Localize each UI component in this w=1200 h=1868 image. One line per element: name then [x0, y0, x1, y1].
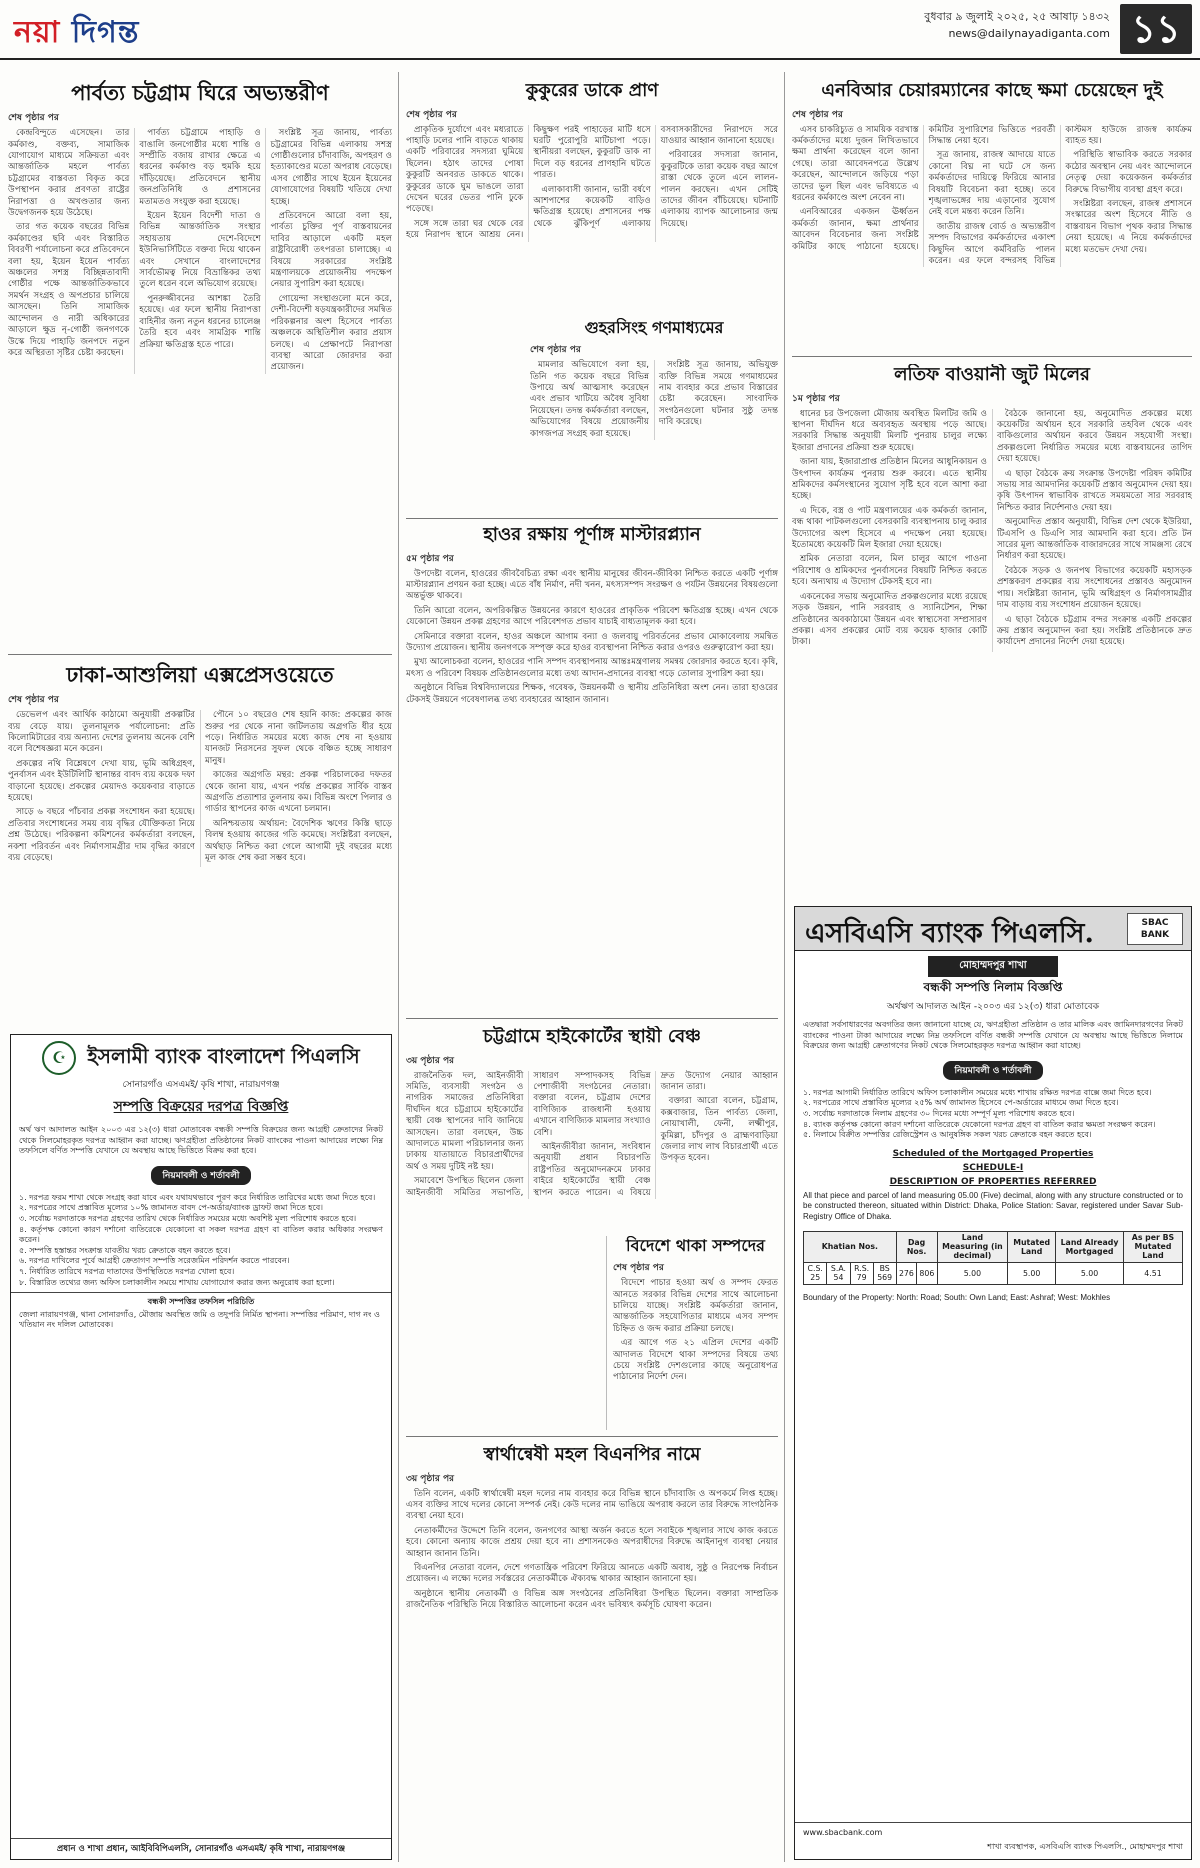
- column-divider: [784, 72, 785, 1862]
- schedule-heading-2: DESCRIPTION OF PROPERTIES REFERRED: [889, 1176, 1097, 1187]
- story-body: [792, 409, 1192, 652]
- paragraph: অনুমোদিত প্রস্তাব অনুযায়ী, বিভিন্ন দেশ থেকে ইউরিয়া, টিএসপি ও ডিএপি সার আমদানি করা হবে। প্রতি টন সারের মূল্য আন্তর্জাতিক বাজারদরের সাথে সামঞ্জস্য রেখে নির্ধারণ করা হয়েছে।: [997, 517, 1192, 562]
- story-abroad: [606, 1236, 778, 1430]
- rule-item: ৩. সর্বোচ্চ দরদাতাকে দরপত্র গ্রহণের তারিখ থেকে নির্ধারিত সময়ের মধ্যে অবশিষ্ট মূল্য পরিশোধ করতে হবে।: [19, 1213, 357, 1223]
- rule-item: ৬. দরপত্র দাখিলের পূর্বে আগ্রহী ক্রেতাগণ সম্পত্তি সরেজমিন পরিদর্শন করতে পারবেন।: [19, 1256, 290, 1266]
- branch-name: সোনারগাঁও এসএমই/ কৃষি শাখা, নারায়ণগঞ্জ: [122, 1080, 280, 1090]
- table-cell: 5.00: [1008, 1262, 1056, 1284]
- paragraph: তার গত কয়েক বছরের বিভিন্ন কর্মকাণ্ডের ছবি এবং বিস্তারিত বিবরণী পর্যালোচনা করে প্রতিবেদনে বলা হয়, ইয়েন ইয়েন পার্বত্য অঞ্চলের সশস্ত্র বিচ্ছিন্নতাবাদী গোষ্ঠীর পক্ষে আন্তর্জাতিকভাবে সমর্থন সংগ্রহ ও অপপ্রচার চালিয়ে আসছেন। তিনি সামাজিক আন্দোলন ও নারী অধিকারের আড়ালে ক্ষুদ্র নৃ-গোষ্ঠী জনগণকে উস্কে দিয়ে পাহাড়ি জনপদে নতুন করে অস্থিরতা সৃষ্টির চেষ্টা করছেন।: [8, 222, 130, 358]
- divider: [406, 1436, 778, 1437]
- rule-item: ৪. ব্যাংক কর্তৃপক্ষ কোনো কারণ দর্শানো ব্যতিরেকে যেকোনো দরপত্র গ্রহণ বা বাতিল করার ক্ষমতা সংরক্ষণ করেন।: [803, 1119, 1156, 1129]
- branch-name: মোহাম্মদপুর শাখা: [928, 956, 1058, 977]
- paragraph: সূত্র জানায়, রাজস্ব আদায়ে যাতে কোনো বিঘ্ন না ঘটে সে জন্য কর্মকর্তাদের দায়িত্বে ফিরিয়ে আনার বিষয়টি বিবেচনা করা হচ্ছে। তবে শৃঙ্খলাভঙ্গের দায় এড়ানোর সুযোগ নেই বলে মন্তব্য করেন তিনি।: [928, 150, 1056, 218]
- paragraph: প্রাকৃতিক দুর্যোগে এবং মধ্যরাতে পাহাড়ি ঢলের পানি বাড়তে থাকায় একটি পরিবারের সদস্যরা ঘুমিয়ে ছিলেন। হঠাৎ তাদের পোষা কুকুরটি অনবরত ডাকতে থাকে। কুকুরের ডাকে ঘুম ভাঙলে তারা দেখেন ঘরের ভেতর পানি ঢুকে পড়েছে।: [406, 124, 524, 215]
- ad-signature: শাখা ব্যবস্থাপক, এসবিএসি ব্যাংক পিএলসি., মোহাম্মদপুর শাখা: [987, 1842, 1183, 1851]
- story-dog: [406, 80, 778, 312]
- rule-item: ১. দরপত্র আগামী নির্ধারিত তারিখে অফিস চলাকালীন সময়ের মধ্যে শাখায় রক্ষিত দরপত্র বাক্সে জমা দিতে হবে।: [803, 1087, 1152, 1097]
- schedule-description: All that piece and parcel of land measuring 05.00 (Five) decimal, along with any structure constructed or to be constructed thereon, situated within District: Dhaka, Police Station: Savar, registered under Savar Sub-Registry Office of Dhaka.: [803, 1190, 1183, 1221]
- paragraph: সংশ্লিষ্ট সূত্র জানায়, অভিযুক্ত ব্যক্তি বিভিন্ন সময়ে গণমাধ্যমের নাম ব্যবহার করে প্রভাব বিস্তারের চেষ্টা করেছেন। সাংবাদিক সংগঠনগুলো ঘটনার সুষ্ঠু তদন্ত দাবি করেছে।: [659, 360, 778, 428]
- headline[interactable]: চট্টগ্রামে হাইকোর্টের স্থায়ী বেঞ্চ: [483, 1026, 701, 1047]
- ad-intro: এতদ্বারা সর্বসাধারণের অবগতির জন্য জানানো যাচ্ছে যে, ঋণগ্রহীতা প্রতিষ্ঠান ও তার মালিক এবং জামিনদারগণের নিকট ব্যাংকের পাওনা টাকা আদায়ের লক্ষ্যে নিম্ন তফসিলে বর্ণিত বন্ধকী সম্পত্তি যেখানে যে অবস্থায় আছে ভিত্তিতে নিলামে বিক্রয়ের জন্য আগ্রহী ক্রেতাগণের নিকট থেকে সিলমোহরকৃত দরপত্র আহ্বান করা যাচ্ছে।: [803, 1020, 1183, 1051]
- logo-part1: নয়া: [14, 15, 61, 50]
- sbac-logo-icon: SBAC BANK: [1127, 913, 1183, 945]
- website-link[interactable]: www.sbacbank.com: [803, 1828, 883, 1837]
- paragraph: এনবিআরের একজন ঊর্ধ্বতন কর্মকর্তা জানান, ক্ষমা প্রার্থনার আবেদন বিবেচনার জন্য সংশ্লিষ্ট কমিটির কাছে পাঠানো হয়েছে। কমিটির সুপারিশের ভিত্তিতে পরবর্তী সিদ্ধান্ত নেয়া হবে।: [792, 124, 1056, 252]
- rule-item: ২. দরপত্রের সাথে প্রস্তাবিত মূল্যের ১০% জামানত বাবদ পে-অর্ডার/ব্যাংক ড্রাফট জমা দিতে হবে।: [19, 1203, 324, 1213]
- ad-footer: [795, 1822, 1191, 1859]
- table-cell: 4.51: [1123, 1262, 1182, 1284]
- headline[interactable]: বিদেশে থাকা সম্পদের: [626, 1236, 765, 1255]
- ad-sbac-bank[interactable]: [794, 906, 1192, 1860]
- kicker: শেষ পৃষ্ঠার পর: [8, 113, 59, 124]
- table-cell: 806: [917, 1262, 937, 1284]
- ad-islami-bank[interactable]: [10, 1034, 392, 1860]
- table-header: Land Already Mortgaged: [1056, 1231, 1124, 1262]
- paragraph: অনুষ্ঠানে বিভিন্ন বিশ্ববিদ্যালয়ের শিক্ষক, গবেষক, উন্নয়নকর্মী ও স্থানীয় প্রতিনিধিরা অংশ নেন। তারা হাওরের টেকসই উন্নয়নে গবেষণালব্ধ তথ্য ব্যবহারের আহ্বান জানান।: [406, 683, 778, 705]
- paragraph: এ দিকে, বস্ত্র ও পাট মন্ত্রণালয়ের এক কর্মকর্তা জানান, বন্ধ থাকা পাটকলগুলো বেসরকারি ব্যবস্থাপনায় চালু করার উদ্যোগের অংশ হিসেবে এ পদক্ষেপ নেয়া হয়েছে। ইতোমধ্যে কয়েকটি মিল ইজারা দেয়া হয়েছে।: [792, 505, 987, 551]
- paragraph: পৌনে ১০ বছরেও শেষ হয়নি কাজ: প্রকল্পের কাজ শুরুর পর থেকে নানা জটিলতায় অগ্রগতি ধীর হয়ে পড়ে। নির্ধারিত সময়ের মধ্যে কাজ শেষ না হওয়ায় যানজট নিরসনের সুফল থেকে বঞ্চিত হচ্ছে সাধারণ মানুষ।: [205, 710, 392, 766]
- story-body: [8, 710, 392, 867]
- paragraph: কাজের অগ্রগতি মন্থর: প্রকল্প পরিচালকের দফতর থেকে জানা যায়, এখন পর্যন্ত প্রকল্পের সার্বিক বাস্তব অগ্রগতি প্রত্যাশার তুলনায় কম। বিভিন্ন অংশে পিলার ও গার্ডার স্থাপনের কাজ এখনো চলমান।: [205, 770, 392, 815]
- rule-item: ৫. সম্পত্তি হস্তান্তর সংক্রান্ত যাবতীয় খরচ ক্রেতাকে বহন করতে হবে।: [19, 1245, 231, 1255]
- paragraph: তিনি আরো বলেন, অপরিকল্পিত উন্নয়নের কারণে হাওরের প্রাকৃতিক পরিবেশ ক্ষতিগ্রস্ত হচ্ছে। এখন থেকে যেকোনো উন্নয়ন প্রকল্প গ্রহণের আগে পরিবেশগত প্রভাব যাচাই বাধ্যতামূলক করা হবে।: [406, 605, 778, 628]
- paragraph: সঙ্গে সঙ্গে তারা ঘর থেকে বের হয়ে নিরাপদ স্থানে আশ্রয় নেন। কিছুক্ষণ পরই পাহাড়ের মাটি ধসে ঘরটি পুরোপুরি মাটিচাপা পড়ে। স্থানীয়রা বলছেন, কুকুরটি ডাক না দিলে বড় ধরনের প্রাণহানি ঘটতে পারত।: [406, 124, 651, 241]
- story-expressway: [8, 662, 392, 1024]
- headline[interactable]: গুহরসিংহ গণমাধ্যমের: [584, 318, 724, 337]
- kicker: ৫ম পৃষ্ঠার পর: [406, 553, 454, 564]
- story-latif: [792, 364, 1192, 894]
- rule-item: ২. দরপত্রের সাথে প্রস্তাবিত মূল্যের ২৫% অর্থ জামানত হিসেবে পে-অর্ডারের মাধ্যমে জমা দিতে হবে।: [803, 1098, 1119, 1108]
- paragraph: মুখ্য আলোচকরা বলেন, হাওরের পানি সম্পদ ব্যবস্থাপনায় আন্তঃমন্ত্রণালয় সমন্বয় জোরদার করতে হবে। কৃষি, মৎস্য ও পরিবেশ বিষয়ক প্রতিষ্ঠানগুলোর মধ্যে তথ্য আদান-প্রদানের ব্যবস্থা গড়ে তোলার সুপারিশ করা হয়।: [406, 657, 778, 679]
- ad-intro: অর্থ ঋণ আদালত আইন ২০০৩ এর ১২(৩) ধারা মোতাবেক বন্ধকী সম্পত্তি বিক্রয়ের জন্য আগ্রহী ক্রেতাদের নিকট থেকে সিলমোহরকৃত দরপত্র আহ্বান করা যাচ্ছে। ঋণগ্রহীতা প্রতিষ্ঠানের নিকট ব্যাংকের পাওনা আদায়ের লক্ষ্যে নিম্ন তফসিলে বর্ণিত সম্পত্তি যেখানে যে অবস্থায় আছে ভিত্তিতে বিক্রয় করা হবে।: [19, 1125, 383, 1156]
- property-boundary: Boundary of the Property: North: Road; South: Own Land; East: Ashraf; West: Mokhles: [803, 1292, 1111, 1302]
- table-header: Khatian Nos.: [804, 1231, 897, 1262]
- paragraph: বিদেশে পাচার হওয়া অর্থ ও সম্পদ ফেরত আনতে সরকার বিভিন্ন দেশের সাথে আলোচনা চালিয়ে যাচ্ছে। সংশ্লিষ্ট কর্মকর্তারা জানান, আন্তর্জাতিক সহযোগিতার মাধ্যমে এসব সম্পদ চিহ্নিত ও জব্দ করার প্রক্রিয়া চলছে।: [613, 1278, 778, 1334]
- story-body: [8, 128, 392, 374]
- table-cell: BS 569: [873, 1262, 896, 1284]
- paragraph: এ ছাড়া বৈঠকে চট্টগ্রাম বন্দর সংক্রান্ত একটি প্রকল্পের ক্রয় প্রস্তাব অনুমোদন করা হয়। সংশ্লিষ্ট প্রতিষ্ঠানকে দ্রুত কার্যাদেশ প্রদানের নির্দেশ দেয়া হয়েছে।: [997, 614, 1192, 648]
- paragraph: বৈঠকে সড়ক ও জনপথ বিভাগের কয়েকটি মহাসড়ক প্রশস্তকরণ প্রকল্পের ব্যয় সংশোধনের প্রস্তাবও অনুমোদন পায়। সংশ্লিষ্টরা জানান, ভূমি অধিগ্রহণ ও নির্মাণসামগ্রীর দাম বাড়ায় ব্যয় সংশোধন প্রয়োজন হয়েছে।: [997, 565, 1192, 611]
- paragraph: পুনরুজ্জীবনের আশঙ্কা তৈরি হয়েছে। এর ফলে স্থানীয় নিরাপত্তা বাহিনীর জন্য নতুন ধরনের চ্যালেঞ্জ তৈরি হবে এবং সামগ্রিক শান্তি প্রক্রিয়া ক্ষতিগ্রস্ত হতে পারে।: [139, 293, 261, 350]
- paragraph: শ্রমিক নেতারা বলেন, মিল চালুর আগে পাওনা পরিশোধ ও শ্রমিকদের পুনর্বাসনের বিষয়টি নিশ্চিত করতে হবে। অন্যথায় এ উদ্যোগ টেকসই হবে না।: [792, 554, 987, 588]
- bank-name: ইসলামী ব্যাংক বাংলাদেশ পিএলসি: [87, 1043, 360, 1068]
- paragraph: মামলার অভিযোগে বলা হয়, তিনি গত কয়েক বছরে বিভিন্ন উপায়ে অর্থ আত্মসাৎ করেছেন এবং প্রভাব খাটিয়ে অবৈধ সুবিধা নিয়েছেন। তদন্ত কর্মকর্তারা বলছেন, অভিযোগের বিষয়ে প্রয়োজনীয় কাগজপত্র সংগ্রহ করা হয়েছে।: [530, 360, 649, 439]
- story-body: [406, 1489, 778, 1615]
- paragraph: পরিস্থিতি স্বাভাবিক করতে সরকার কঠোর অবস্থান নেয় এবং আন্দোলনে নেতৃত্ব দেয়া কয়েকজন কর্মকর্তার বিরুদ্ধে বিভাগীয় ব্যবস্থা গ্রহণ করে।: [1065, 150, 1192, 195]
- kicker: ৩য় পৃষ্ঠার পর: [406, 1055, 455, 1066]
- rule-item: ৩. সর্বোচ্চ দরদাতাকে নিলাম গ্রহণের ৩০ দিনের মধ্যে সম্পূর্ণ মূল্য পরিশোধ করতে হবে।: [803, 1108, 1075, 1118]
- paragraph: বক্তারা আরো বলেন, চট্টগ্রাম, কক্সবাজার, তিন পার্বত্য জেলা, নোয়াখালী, ফেনী, লক্ষ্মীপুর, কুমিল্লা, চাঁদপুর ও ব্রাহ্মণবাড়িয়া জেলার লাখ লাখ বিচারপ্রার্থী এতে উপকৃত হবেন।: [660, 1096, 778, 1164]
- table-header: Mutated Land: [1008, 1231, 1056, 1262]
- headline[interactable]: লতিফ বাওয়ানী জুট মিলের: [894, 364, 1090, 385]
- headline[interactable]: ঢাকা-আশুলিয়া এক্সপ্রেসওয়েতে: [66, 662, 334, 687]
- paragraph: প্রতিবেদনে আরো বলা হয়, পার্বত্য চুক্তির পূর্ণ বাস্তবায়নের দাবির আড়ালে একটি মহল রাষ্ট্রবিরোধী তৎপরতা চালাচ্ছে। এ বিষয়ে সরকারের সংশ্লিষ্ট মন্ত্রণালয়কে প্রয়োজনীয় পদক্ষেপ নেয়ার সুপারিশ করা হয়েছে।: [270, 211, 392, 290]
- rules-list: [795, 1084, 1191, 1145]
- table-cell: C.S. 25: [804, 1262, 827, 1284]
- table-cell: R.S. 79: [850, 1262, 873, 1284]
- page-number: ১১: [1120, 4, 1192, 54]
- rules-heading: নিয়মাবলী ও শর্তাবলী: [151, 1166, 251, 1185]
- rule-item: ৮. বিস্তারিত তথ্যের জন্য অফিস চলাকালীন সময়ে শাখায় যোগাযোগ করার জন্য অনুরোধ করা হলো।: [19, 1277, 335, 1287]
- ad-header: [795, 907, 1191, 951]
- story-guhar: [530, 318, 778, 512]
- masthead: [0, 0, 1200, 60]
- paragraph: জানা যায়, ইজারাপ্রাপ্ত প্রতিষ্ঠান মিলের আধুনিকায়ন ও উৎপাদন কার্যক্রম পুনরায় শুরু করবে। এতে স্থানীয় শ্রমিকদের কর্মসংস্থানের সুযোগ সৃষ্টি হবে বলে আশা করা হচ্ছে।: [792, 457, 987, 502]
- ad-title: বন্ধকী সম্পত্তি নিলাম বিজ্ঞপ্তি: [923, 980, 1063, 994]
- ad-title: সম্পত্তি বিক্রয়ের দরপত্র বিজ্ঞপ্তি: [113, 1099, 289, 1115]
- story-body: [530, 360, 778, 440]
- table-row: [804, 1262, 1183, 1284]
- schedule-table: [803, 1231, 1183, 1285]
- headline[interactable]: স্বার্থান্বেষী মহল বিএনপির নামে: [483, 1444, 701, 1465]
- paragraph: গোয়েন্দা সংস্থাগুলো মনে করে, দেশী-বিদেশী ষড়যন্ত্রকারীদের সমন্বিত পরিকল্পনার অংশ হিসেবে পার্বত্য অঞ্চলকে অস্থিতিশীল করার প্রয়াস চলছে। এ প্রেক্ষাপটে নিরাপত্তা ব্যবস্থা আরো জোরদার করা প্রয়োজন।: [270, 293, 392, 373]
- kicker: ৩য় পৃষ্ঠার পর: [406, 1473, 455, 1484]
- table-cell: 5.00: [937, 1262, 1008, 1284]
- paragraph: আইনজীবীরা জানান, সংবিধান অনুযায়ী প্রধান বিচারপতি রাষ্ট্রপতির অনুমোদনক্রমে ঢাকার বাইরে হাইকোর্টের স্থায়ী বেঞ্চ স্থাপন করতে পারেন। এ বিষয়ে দ্রুত উদ্যোগ নেয়ার আহ্বান জানান তারা।: [533, 1070, 778, 1198]
- paragraph: ধানের চর উপজেলা মৌজায় অবস্থিত মিলটির জমি ও স্থাপনা দীর্ঘদিন ধরে অব্যবহৃত অবস্থায় পড়ে আছে। সরকারি সিদ্ধান্ত অনুযায়ী মিলটি পুনরায় চালুর লক্ষ্যে ইজারা প্রদানের প্রক্রিয়া শুরু হয়েছে।: [792, 408, 987, 453]
- headline[interactable]: হাওর রক্ষায় পূর্ণাঙ্গ মাস্টারপ্ল্যান: [483, 524, 701, 545]
- table-cell: S.A. 54: [827, 1262, 850, 1284]
- schedule-title: বন্ধকী সম্পত্তির তফসিল পরিচিতি: [147, 1297, 255, 1307]
- paragraph: অনিশ্চয়তায় অর্থায়ন: বৈদেশিক ঋণের কিস্তি ছাড়ে বিলম্ব হওয়ায় কাজের গতি কমেছে। সংশ্লিষ্টরা বলছেন, অর্থছাড় নিশ্চিত করা গেলে আগামী দুই বছরের মধ্যে মূল কাজ শেষ করা সম্ভব হবে।: [205, 818, 392, 864]
- paragraph: উপদেষ্টা বলেন, হাওরের জীববৈচিত্র্য রক্ষা এবং স্থানীয় মানুষের জীবন-জীবিকা নিশ্চিত করতে একটি পূর্ণাঙ্গ মাস্টারপ্ল্যান প্রণয়ন করা হচ্ছে। এতে বাঁধ নির্মাণ, নদী খনন, মৎস্যসম্পদ সংরক্ষণ ও পর্যটন উন্নয়নের বিষয়গুলো অন্তর্ভুক্ত থাকবে।: [406, 568, 778, 602]
- story-body: [792, 125, 1192, 268]
- rule-item: ১. দরপত্র ফরম শাখা থেকে সংগ্রহ করা যাবে এবং যথাযথভাবে পূরণ করে নির্ধারিত তারিখের মধ্যে জমা দিতে হবে।: [19, 1192, 376, 1202]
- rules-heading: নিয়মাবলী ও শর্তাবলী: [943, 1061, 1043, 1080]
- paragraph: তিনি বলেন, একটি স্বার্থান্বেষী মহল দলের নাম ব্যবহার করে বিভিন্ন স্থানে চাঁদাবাজি ও অপকর্মে লিপ্ত হচ্ছে। এসব ব্যক্তির সাথে দলের কোনো সম্পর্ক নেই। কেউ দলের নাম ভাঙিয়ে অপরাধ করলে তার বিরুদ্ধে সাংগঠনিক ব্যবস্থা নেয়া হবে।: [406, 1488, 778, 1522]
- paragraph: ইয়েন ইয়েন বিদেশী দাতা ও বিভিন্ন আন্তর্জাতিক সংস্থার সহায়তায় দেশে-বিদেশে ইউনিভার্সিটিতে বক্তব্য দিয়ে থাকেন এবং সেখানে বাংলাদেশের সার্বভৌমত্ব নিয়ে বিভ্রান্তিকর তথ্য তুলে ধরেন বলে অভিযোগ রয়েছে।: [139, 211, 261, 290]
- story-haor: [406, 524, 778, 1012]
- paragraph: সেমিনারে বক্তারা বলেন, হাওর অঞ্চলে আগাম বন্যা ও জলবায়ু পরিবর্তনের প্রভাব মোকাবেলায় সমন্বিত উদ্যোগ প্রয়োজন। স্থানীয় জনগণকে সম্পৃক্ত করে হাওর ব্যবস্থাপনা নিশ্চিত করার ওপরও গুরুত্বারোপ করা হয়।: [406, 631, 778, 654]
- schedule-text: জেলা নারায়ণগঞ্জ, থানা সোনারগাঁও, মৌজায় অবস্থিত জমি ও তদুপরি নির্মিত স্থাপনা। সম্পত্তির পরিমাণ, দাগ নং ও খতিয়ান নং দলিল মোতাবেক।: [19, 1309, 380, 1330]
- paragraph: বিএনপির নেতারা বলেন, দেশে গণতান্ত্রিক পরিবেশ ফিরিয়ে আনতে একটি অবাধ, সুষ্ঠু ও নিরপেক্ষ নির্বাচন প্রয়োজন। এ লক্ষ্যে দলের সর্বস্তরের নেতাকর্মীকে ঐক্যবদ্ধ থাকার আহ্বান জানানো হয়।: [406, 1563, 778, 1585]
- story-body: [406, 569, 778, 709]
- story-body: [406, 1071, 778, 1199]
- schedule-block: [11, 1292, 391, 1335]
- headline[interactable]: কুকুরের ডাকে প্রাণ: [525, 80, 659, 101]
- kicker: শেষ পৃষ্ঠার পর: [406, 109, 457, 120]
- bank-name: এসবিএসি ব্যাংক পিএলসি.: [805, 918, 1094, 949]
- paragraph: এলাকাবাসী জানান, ভারী বর্ষণে আশপাশের কয়েকটি বাড়িও ক্ষতিগ্রস্ত হয়েছে। প্রশাসনের পক্ষ থেকে ঝুঁকিপূর্ণ এলাকায় বসবাসকারীদের নিরাপদে সরে যাওয়ার আহ্বান জানানো হয়েছে।: [533, 124, 778, 229]
- column-divider: [398, 72, 399, 1862]
- paragraph: সংশ্লিষ্টরা বলছেন, রাজস্ব প্রশাসনে সংস্কারের অংশ হিসেবে নীতি ও বাস্তবায়ন বিভাগ পৃথক করার সিদ্ধান্ত নেয়া হয়েছে। এ নিয়ে কর্মকর্তাদের মধ্যে মতভেদ দেখা দেয়।: [1065, 199, 1192, 255]
- paragraph: এসব চাকরিচ্যুত ও সাময়িক বরখাস্ত কর্মকর্তাদের মধ্যে দুজন লিখিতভাবে ক্ষমা প্রার্থনা করেছেন বলে জানা গেছে। তারা আবেদনপত্রে উল্লেখ করেছেন, আন্দোলনে জড়িয়ে পড়া তাদের ভুল ছিল এবং ভবিষ্যতে এ ধরনের কর্মকাণ্ডে অংশ নেবেন না।: [792, 124, 919, 204]
- divider: [406, 1018, 778, 1019]
- rules-list: [11, 1189, 391, 1292]
- divider: [792, 356, 1192, 357]
- schedule-sub: SCHEDULE-I: [962, 1162, 1024, 1173]
- headline[interactable]: পার্বত্য চট্টগ্রাম ঘিরে অভ্যন্তরীণ: [71, 80, 329, 105]
- paragraph: সমাবেশে উপস্থিত ছিলেন জেলা আইনজীবী সমিতির সভাপতি, সাধারণ সম্পাদকসহ বিভিন্ন পেশাজীবী সংগঠনের নেতারা। বক্তারা বলেন, চট্টগ্রাম দেশের বাণিজ্যিক রাজধানী হওয়ায় এখানে বাণিজ্যিক মামলার সংখ্যাও বেশি।: [406, 1070, 651, 1198]
- ad-subtitle: অর্থঋণ আদালত আইন -২০০৩ এর ১২(৩) ধারা মোতাবেক: [886, 1002, 1100, 1012]
- kicker: শেষ পৃষ্ঠার পর: [613, 1263, 664, 1274]
- story-nbr: [792, 80, 1192, 350]
- email-link[interactable]: news@dailynayadiganta.com: [948, 27, 1110, 40]
- table-cell: 276: [896, 1262, 916, 1284]
- rule-item: ৭. নির্ধারিত তারিখে দরপত্র দাতাদের উপস্থিতিতে দরপত্র খোলা হবে।: [19, 1266, 235, 1276]
- table-cell: 5.00: [1056, 1262, 1124, 1284]
- newspaper-logo[interactable]: [14, 8, 139, 59]
- story-body: [406, 125, 778, 242]
- kicker: শেষ পৃষ্ঠার পর: [8, 695, 59, 706]
- table-header: Dag Nos.: [896, 1231, 937, 1262]
- kicker: শেষ পৃষ্ঠার পর: [792, 109, 843, 120]
- logo-part2: দিগন্ত: [60, 15, 140, 50]
- story-body: [613, 1278, 778, 1387]
- paragraph: নেতাকর্মীদের উদ্দেশে তিনি বলেন, জনগণের আস্থা অর্জন করতে হলে সবাইকে শৃঙ্খলার সাথে কাজ করতে হবে। কোনো অন্যায় কাজে প্রশ্রয় দেয়া হবে না। প্রশাসনকেও অপরাধীদের বিরুদ্ধে আইনানুগ ব্যবস্থা নেয়ার আহ্বান জানান তিনি।: [406, 1525, 778, 1559]
- rule-item: ৫. নিলামে বিক্রীত সম্পত্তির রেজিস্ট্রেশন ও আনুষঙ্গিক সকল খরচ ক্রেতাকে বহন করতে হবে।: [803, 1130, 1092, 1140]
- table-header: As per BS Mutated Land: [1123, 1231, 1182, 1262]
- bank-emblem-icon: ☪: [42, 1041, 76, 1075]
- paragraph: প্রকল্পের নথি বিশ্লেষণে দেখা যায়, ভূমি অধিগ্রহণ, পুনর্বাসন এবং ইউটিলিটি স্থানান্তর বাবদ ব্যয় কয়েক দফা বাড়ানো হয়েছে। প্রকল্পের মেয়াদও কয়েকবার বাড়াতে হয়েছে।: [8, 758, 195, 804]
- table-header: Land Measuring (in decimal): [937, 1231, 1008, 1262]
- paragraph: বৈঠকে জানানো হয়, অনুমোদিত প্রকল্পের মধ্যে কয়েকটির অর্থায়ন হবে সরকারি তহবিল থেকে এবং বাকিগুলোর অর্থায়ন করবে উন্নয়ন সহযোগী সংস্থা। প্রকল্পগুলো নির্ধারিত সময়ের মধ্যে বাস্তবায়নের তাগিদ দেয়া হয়েছে।: [997, 408, 1192, 465]
- masthead-meta: [924, 8, 1110, 42]
- paragraph: কেন্দ্রবিন্দুতে এসেছেন। তার কর্মকাণ্ড, বক্তব্য, সামাজিক যোগাযোগ মাধ্যমে সক্রিয়তা এবং আন্তর্জাতিক মহলে পার্বত্য চট্টগ্রামের বাস্তবতা বিকৃত করে উপস্থাপন করার প্রবণতা রাষ্ট্রের নিরাপত্তা ও অখণ্ডতার জন্য উদ্বেগজনক হয়ে উঠেছে।: [8, 128, 130, 219]
- paragraph: অনুষ্ঠানে স্থানীয় নেতাকর্মী ও বিভিন্ন অঙ্গ সংগঠনের প্রতিনিধিরা উপস্থিত ছিলেন। বক্তারা সাম্প্রতিক রাজনৈতিক পরিস্থিতি নিয়ে বিস্তারিত আলোচনা করেন এবং ভবিষ্যৎ কর্মসূচি ঘোষণা করেন।: [406, 1588, 778, 1611]
- story-bnp: [406, 1444, 778, 1860]
- paragraph: পরিবারের সদস্যরা জানান, কুকুরটিকে তারা কয়েক বছর আগে রাস্তা থেকে তুলে এনে লালন-পালন করছেন। এখন সেটিই তাদের জীবন বাঁচিয়েছে। ঘটনাটি এলাকায় ব্যাপক আলোচনার জন্ম দিয়েছে।: [660, 150, 778, 229]
- paragraph: ডেভেলপ এবং আর্থিক কাঠামো অনুযায়ী প্রকল্পটির ব্যয় বেড়ে যায়। তুলনামূলক পর্যালোচনা: প্রতি কিলোমিটারের ব্যয় অন্যান্য দেশের তুলনায় অনেক বেশি বলে বিশেষজ্ঞরা মনে করেন।: [8, 710, 195, 755]
- paragraph: পার্বত্য চট্টগ্রামে পাহাড়ি ও বাঙালি জনগোষ্ঠীর মধ্যে শান্তি ও সম্প্রীতি বজায় রাখার ক্ষেত্রে এ ধরনের কর্মকাণ্ড বড় হুমকি হয়ে দাঁড়িয়েছে। প্রতিবেদনে স্থানীয় জনপ্রতিনিধি ও প্রশাসনের মতামতও সংযুক্ত করা হয়েছে।: [139, 128, 261, 207]
- paragraph: জাতীয় রাজস্ব বোর্ড ও অভ্যন্তরীণ সম্পদ বিভাগের কর্মকর্তাদের একাংশ কিছুদিন আগে কর্মবিরতি পালন করেন। এর ফলে বন্দরসহ বিভিন্ন কাস্টমস হাউজে রাজস্ব কার্যক্রম ব্যাহত হয়।: [928, 124, 1192, 267]
- paragraph: সংশ্লিষ্ট সূত্র জানায়, পার্বত্য চট্টগ্রামের বিভিন্ন এলাকায় সশস্ত্র গোষ্ঠীগুলোর চাঁদাবাজি, অপহরণ ও হত্যাকাণ্ডের মতো অপরাধ বেড়েছে। এসব গোষ্ঠীর সাথে ইয়েন ইয়েনের যোগাযোগের বিষয়টি খতিয়ে দেখা হচ্ছে।: [270, 128, 392, 207]
- paragraph: এর আগে গত ২১ এপ্রিল দেশের একটি আদালত বিদেশে থাকা সম্পদের বিষয়ে তথ্য চেয়ে সংশ্লিষ্ট দেশগুলোর কাছে অনুরোধপত্র পাঠানোর নির্দেশ দেন।: [613, 1338, 778, 1383]
- schedule-heading: Scheduled of the Mortgaged Properties: [892, 1148, 1094, 1159]
- kicker: ১ম পৃষ্ঠার পর: [792, 393, 840, 404]
- date-line: বুধবার ৯ জুলাই ২০২৫, ২৫ আষাঢ় ১৪৩২: [924, 10, 1110, 23]
- divider: [406, 518, 778, 519]
- paragraph: এ ছাড়া বৈঠকে ক্রয় সংক্রান্ত উপদেষ্টা পরিষদ কমিটির সভায় সার আমদানির কয়েকটি প্রস্তাব অনুমোদন দেয়া হয়। কৃষি উৎপাদন স্বাভাবিক রাখতে সময়মতো সার সরবরাহ নিশ্চিত করার নির্দেশনাও দেয়া হয়।: [997, 468, 1192, 513]
- paragraph: সাড়ে ৬ বছরে পাঁচবার প্রকল্প সংশোধন করা হয়েছে। প্রতিবার সংশোধনের সময় ব্যয় বৃদ্ধির যৌক্তিকতা নিয়ে প্রশ্ন উঠেছে। পরিকল্পনা কমিশনের কর্মকর্তারা বলছেন, নকশা পরিবর্তন এবং নির্মাণসামগ্রীর দাম বৃদ্ধির কারণে ব্যয় বেড়েছে।: [8, 807, 195, 864]
- paragraph: রাজনৈতিক দল, আইনজীবী সমিতি, ব্যবসায়ী সংগঠন ও নাগরিক সমাজের প্রতিনিধিরা দীর্ঘদিন ধরে চট্টগ্রামে হাইকোর্টের স্থায়ী বেঞ্চ স্থাপনের দাবি জানিয়ে আসছেন। তারা বলছেন, উচ্চ আদালতে মামলা পরিচালনার জন্য ঢাকায় যাতায়াতে বিচারপ্রার্থীদের অর্থ ও সময় দুটিই নষ্ট হয়।: [406, 1070, 524, 1172]
- rule-item: ৪. কর্তৃপক্ষ কোনো কারণ দর্শানো ব্যতিরেকে যেকোনো বা সকল দরপত্র গ্রহণ বা বাতিল করার অধিকার সংরক্ষণ করেন।: [19, 1224, 383, 1245]
- paragraph: একনেকের সভায় অনুমোদিত প্রকল্পগুলোর মধ্যে রয়েছে সড়ক উন্নয়ন, পানি সরবরাহ ও স্যানিটেশন, শিক্ষা প্রতিষ্ঠানের অবকাঠামো উন্নয়ন এবং স্বাস্থ্যসেবা সম্প্রসারণ প্রকল্প। এসব প্রকল্পের মোট ব্যয় কয়েক হাজার কোটি টাকা।: [792, 591, 987, 648]
- headline[interactable]: এনবিআর চেয়ারম্যানের কাছে ক্ষমা চেয়েছেন দুই: [821, 80, 1163, 101]
- divider: [8, 654, 392, 655]
- ad-signature: প্রধান ও শাখা প্রধান, আইবিবিপিএলসি, সোনারগাঁও এসএমই/ কৃষি শাখা, নারায়ণগঞ্জ: [11, 1838, 391, 1859]
- ad-header: [11, 1035, 391, 1121]
- kicker: শেষ পৃষ্ঠার পর: [530, 345, 581, 356]
- story-cht: [8, 80, 392, 648]
